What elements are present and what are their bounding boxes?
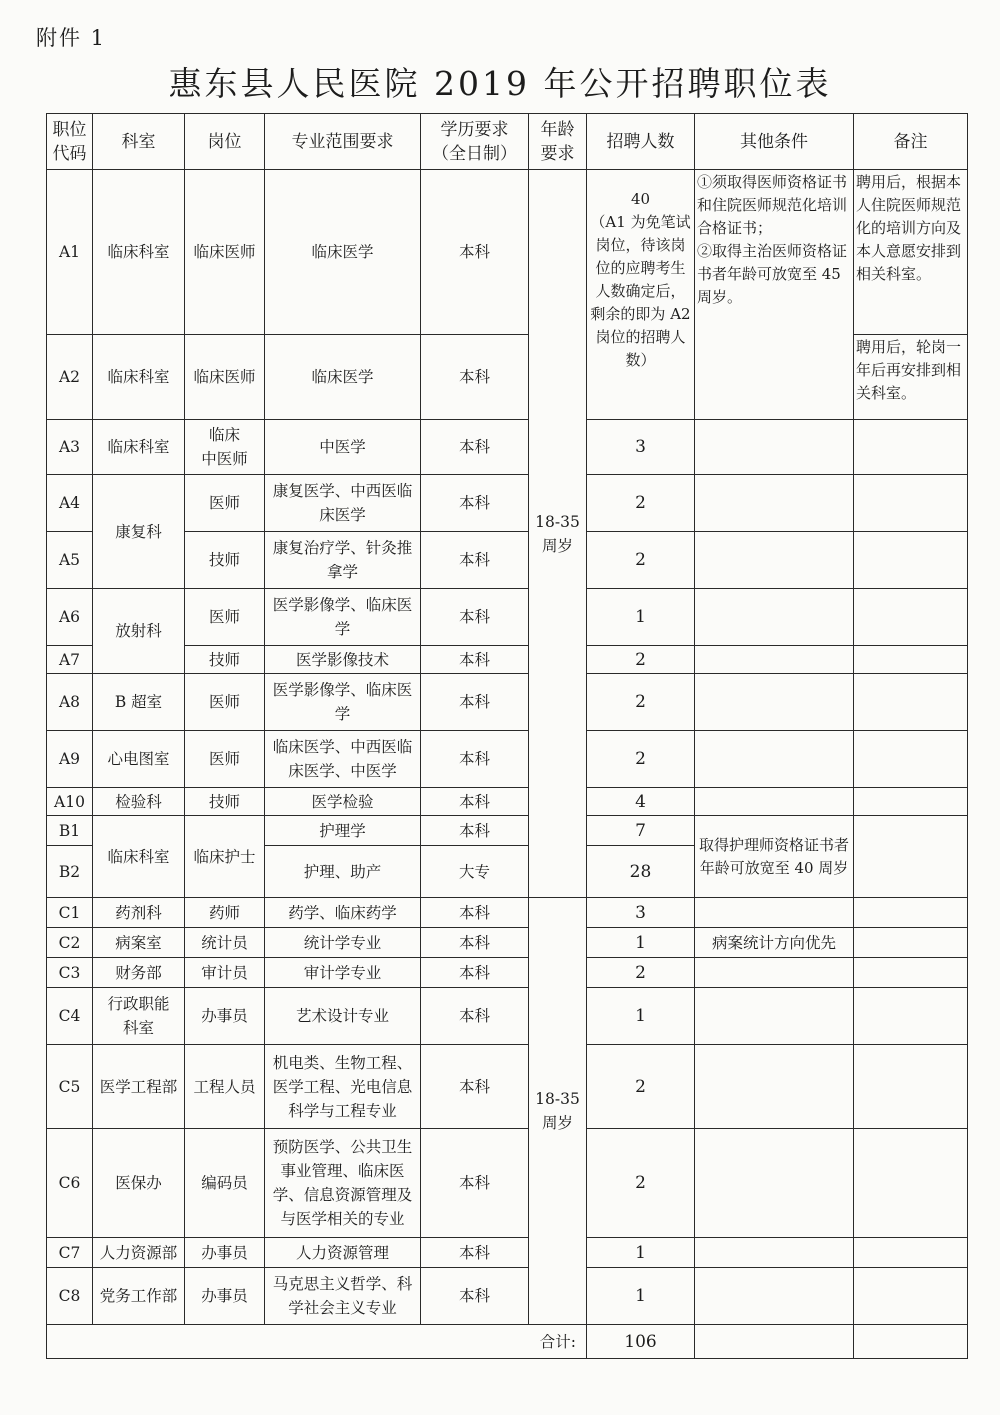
cell-count: 2 <box>587 532 695 589</box>
cell-edu: 本科 <box>421 928 529 958</box>
cell-major: 机电类、生物工程、医学工程、光电信息科学与工程专业 <box>265 1045 421 1129</box>
cell-dept: 放射科 <box>93 589 185 674</box>
cell-count: 2 <box>587 1129 695 1238</box>
cell-post: 技师 <box>185 646 265 674</box>
cell-count: 7 <box>587 816 695 846</box>
cell-edu: 本科 <box>421 475 529 532</box>
page-title: 惠东县人民医院 2019 年公开招聘职位表 <box>168 64 832 103</box>
cell-remark <box>854 958 968 988</box>
cell-dept: 医学工程部 <box>93 1045 185 1129</box>
cell-remark <box>854 928 968 958</box>
cell-post: 临床 中医师 <box>185 420 265 475</box>
cell-other <box>695 988 854 1045</box>
table-row <box>47 816 968 846</box>
header-code: 职位 代码 <box>47 114 93 170</box>
cell-other <box>695 731 854 788</box>
cell-code: B2 <box>47 846 93 898</box>
cell-edu: 本科 <box>421 1129 529 1238</box>
cell-remark <box>854 788 968 816</box>
cell-age: 18-35 周岁 <box>529 898 587 1325</box>
cell-count: 3 <box>587 898 695 928</box>
cell-other: 取得护理师资格证书者年龄可放宽至 40 周岁 <box>695 816 854 898</box>
cell-remark: 聘用后，根据本人住院医师规范化的培训方向及本人意愿安排到相关科室。 <box>854 170 968 335</box>
table-row <box>47 532 968 589</box>
cell-post: 临床护士 <box>185 816 265 898</box>
cell-dept: 药剂科 <box>93 898 185 928</box>
cell-major: 中医学 <box>265 420 421 475</box>
cell-post: 审计员 <box>185 958 265 988</box>
cell-code: C5 <box>47 1045 93 1129</box>
cell-post: 技师 <box>185 788 265 816</box>
attachment-label: 附件 1 <box>36 26 107 50</box>
cell-count: 40 （A1 为免笔试岗位，待该岗位的应聘考生人数确定后，剩余的即为 A2 岗位的招聘人数） <box>587 170 695 420</box>
header-dept: 科室 <box>93 114 185 170</box>
cell-dept: 临床科室 <box>93 335 185 420</box>
cell-dept: 心电图室 <box>93 731 185 788</box>
cell-other <box>695 646 854 674</box>
cell-other <box>695 475 854 532</box>
cell-count: 1 <box>587 589 695 646</box>
total-label: 合计: <box>47 1325 587 1359</box>
cell-dept: 康复科 <box>93 475 185 589</box>
cell-dept: 病案室 <box>93 928 185 958</box>
cell-post: 医师 <box>185 475 265 532</box>
cell-edu: 本科 <box>421 646 529 674</box>
cell-major: 护理学 <box>265 816 421 846</box>
cell-count: 2 <box>587 958 695 988</box>
recruitment-table <box>46 113 968 1359</box>
cell-remark <box>854 646 968 674</box>
cell-major: 医学检验 <box>265 788 421 816</box>
cell-other <box>695 589 854 646</box>
cell-other <box>695 1268 854 1325</box>
cell-post: 办事员 <box>185 1268 265 1325</box>
cell-dept: 临床科室 <box>93 816 185 898</box>
cell-major: 临床医学 <box>265 335 421 420</box>
cell-code: A9 <box>47 731 93 788</box>
cell-major: 预防医学、公共卫生事业管理、临床医学、信息资源管理及与医学相关的专业 <box>265 1129 421 1238</box>
cell-code: C3 <box>47 958 93 988</box>
cell-major: 临床医学、中西医临床医学、中医学 <box>265 731 421 788</box>
cell-edu: 本科 <box>421 335 529 420</box>
cell-dept: 检验科 <box>93 788 185 816</box>
cell-code: A8 <box>47 674 93 731</box>
table-row <box>47 1045 968 1129</box>
cell-other <box>695 674 854 731</box>
cell-remark <box>854 420 968 475</box>
cell-major: 审计学专业 <box>265 958 421 988</box>
cell-other: ①须取得医师资格证书和住院医师规范化培训合格证书； ②取得主治医师资格证书者年龄可放宽至 45 周岁。 <box>695 170 854 420</box>
cell-code: C7 <box>47 1238 93 1268</box>
cell-remark <box>854 731 968 788</box>
cell-post: 临床医师 <box>185 170 265 335</box>
cell-post: 编码员 <box>185 1129 265 1238</box>
table-row <box>47 674 968 731</box>
table-row <box>47 731 968 788</box>
cell-edu: 本科 <box>421 816 529 846</box>
cell-major: 临床医学 <box>265 170 421 335</box>
cell-post: 工程人员 <box>185 1045 265 1129</box>
cell-major: 医学影像学、临床医学 <box>265 589 421 646</box>
header-major: 专业范围要求 <box>265 114 421 170</box>
cell-post: 统计员 <box>185 928 265 958</box>
cell-other <box>695 1045 854 1129</box>
cell-remark <box>854 816 968 898</box>
cell-edu: 本科 <box>421 1238 529 1268</box>
cell-major: 艺术设计专业 <box>265 988 421 1045</box>
cell-code: A4 <box>47 475 93 532</box>
cell-count: 4 <box>587 788 695 816</box>
cell-dept: 财务部 <box>93 958 185 988</box>
cell-count: 2 <box>587 475 695 532</box>
cell-count: 2 <box>587 646 695 674</box>
cell-edu: 本科 <box>421 1268 529 1325</box>
cell-other <box>695 958 854 988</box>
cell-remark <box>854 589 968 646</box>
cell-dept: 人力资源部 <box>93 1238 185 1268</box>
total-other <box>695 1325 854 1359</box>
table-row <box>47 928 968 958</box>
cell-post: 医师 <box>185 674 265 731</box>
cell-code: A10 <box>47 788 93 816</box>
cell-count: 1 <box>587 928 695 958</box>
cell-other <box>695 1238 854 1268</box>
cell-count: 1 <box>587 1268 695 1325</box>
cell-dept: 医保办 <box>93 1129 185 1238</box>
cell-major: 康复治疗学、针灸推拿学 <box>265 532 421 589</box>
header-edu: 学历要求 （全日制） <box>421 114 529 170</box>
header-remark: 备注 <box>854 114 968 170</box>
cell-dept: 临床科室 <box>93 420 185 475</box>
header-age: 年龄 要求 <box>529 114 587 170</box>
cell-dept: 党务工作部 <box>93 1268 185 1325</box>
table-row <box>47 1238 968 1268</box>
cell-major: 康复医学、中西医临床医学 <box>265 475 421 532</box>
cell-count: 1 <box>587 988 695 1045</box>
cell-remark <box>854 475 968 532</box>
table-row <box>47 420 968 475</box>
cell-dept: B 超室 <box>93 674 185 731</box>
cell-code: A6 <box>47 589 93 646</box>
cell-major: 医学影像技术 <box>265 646 421 674</box>
header-count: 招聘人数 <box>587 114 695 170</box>
cell-post: 医师 <box>185 589 265 646</box>
table-row <box>47 898 968 928</box>
cell-edu: 大专 <box>421 846 529 898</box>
cell-code: C8 <box>47 1268 93 1325</box>
cell-major: 人力资源管理 <box>265 1238 421 1268</box>
cell-code: C2 <box>47 928 93 958</box>
cell-count: 3 <box>587 420 695 475</box>
cell-remark <box>854 898 968 928</box>
cell-other <box>695 1129 854 1238</box>
cell-edu: 本科 <box>421 420 529 475</box>
cell-other <box>695 420 854 475</box>
cell-edu: 本科 <box>421 958 529 988</box>
cell-remark <box>854 988 968 1045</box>
cell-count: 1 <box>587 1238 695 1268</box>
cell-edu: 本科 <box>421 988 529 1045</box>
cell-edu: 本科 <box>421 674 529 731</box>
cell-major: 马克思主义哲学、科学社会主义专业 <box>265 1268 421 1325</box>
header-other: 其他条件 <box>695 114 854 170</box>
header-post: 岗位 <box>185 114 265 170</box>
cell-count: 28 <box>587 846 695 898</box>
cell-major: 药学、临床药学 <box>265 898 421 928</box>
cell-post: 技师 <box>185 532 265 589</box>
cell-code: A5 <box>47 532 93 589</box>
cell-other <box>695 898 854 928</box>
cell-edu: 本科 <box>421 788 529 816</box>
cell-edu: 本科 <box>421 170 529 335</box>
cell-remark <box>854 674 968 731</box>
header-row <box>47 114 968 170</box>
cell-code: A1 <box>47 170 93 335</box>
cell-code: A3 <box>47 420 93 475</box>
cell-dept: 临床科室 <box>93 170 185 335</box>
cell-edu: 本科 <box>421 898 529 928</box>
cell-post: 药师 <box>185 898 265 928</box>
cell-code: A7 <box>47 646 93 674</box>
cell-count: 2 <box>587 731 695 788</box>
table-row <box>47 170 968 335</box>
cell-major: 统计学专业 <box>265 928 421 958</box>
total-value: 106 <box>587 1325 695 1359</box>
cell-age: 18-35 周岁 <box>529 170 587 898</box>
cell-count: 2 <box>587 1045 695 1129</box>
cell-remark <box>854 1045 968 1129</box>
table-row <box>47 646 968 674</box>
cell-code: B1 <box>47 816 93 846</box>
cell-remark <box>854 1268 968 1325</box>
cell-remark: 聘用后，轮岗一年后再安排到相关科室。 <box>854 335 968 420</box>
cell-post: 临床医师 <box>185 335 265 420</box>
cell-dept: 行政职能 科室 <box>93 988 185 1045</box>
cell-other: 病案统计方向优先 <box>695 928 854 958</box>
cell-post: 办事员 <box>185 1238 265 1268</box>
cell-edu: 本科 <box>421 532 529 589</box>
cell-code: C6 <box>47 1129 93 1238</box>
table-row <box>47 958 968 988</box>
cell-other <box>695 532 854 589</box>
cell-code: C4 <box>47 988 93 1045</box>
cell-post: 办事员 <box>185 988 265 1045</box>
cell-count: 2 <box>587 674 695 731</box>
cell-edu: 本科 <box>421 731 529 788</box>
cell-post: 医师 <box>185 731 265 788</box>
table-row <box>47 788 968 816</box>
table-row <box>47 1129 968 1238</box>
table-row <box>47 475 968 532</box>
cell-remark <box>854 1129 968 1238</box>
cell-major: 医学影像学、临床医学 <box>265 674 421 731</box>
total-row <box>47 1325 968 1359</box>
cell-other <box>695 788 854 816</box>
cell-remark <box>854 532 968 589</box>
cell-edu: 本科 <box>421 589 529 646</box>
cell-major: 护理、助产 <box>265 846 421 898</box>
table-row <box>47 1268 968 1325</box>
table-row <box>47 988 968 1045</box>
cell-code: A2 <box>47 335 93 420</box>
cell-edu: 本科 <box>421 1045 529 1129</box>
cell-code: C1 <box>47 898 93 928</box>
cell-remark <box>854 1238 968 1268</box>
table-row <box>47 589 968 646</box>
total-remark <box>854 1325 968 1359</box>
